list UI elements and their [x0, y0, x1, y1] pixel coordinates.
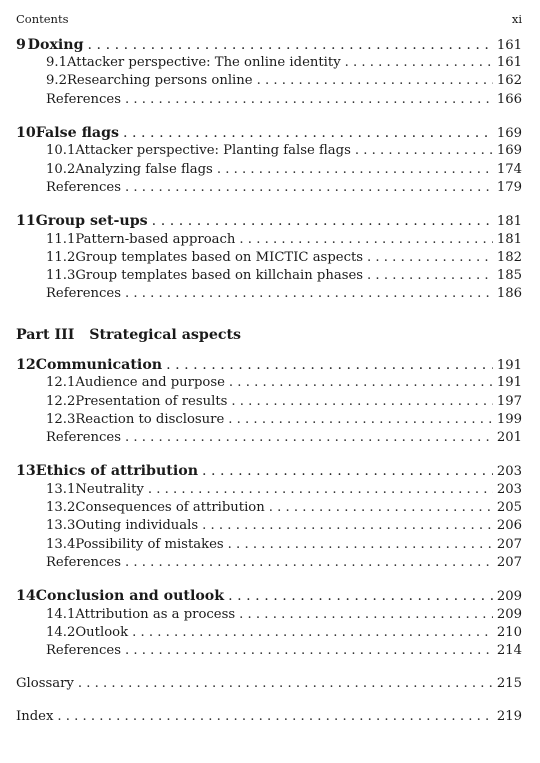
toc-entry-number: 9.1	[46, 55, 67, 70]
toc-backmatter-entry[interactable]	[0, 708, 522, 726]
toc-entry-title: References	[46, 555, 121, 570]
toc-section-entry[interactable]	[0, 481, 522, 499]
toc-entry-title: Presentation of results	[75, 394, 228, 409]
toc-entry-number: 10	[16, 125, 36, 141]
toc-entry-title: Conclusion and outlook	[35, 588, 225, 604]
toc-dot-leader	[202, 517, 493, 535]
toc-entry-page-number: 207	[496, 537, 522, 552]
toc-dot-leader	[217, 161, 493, 179]
toc-dot-leader	[228, 411, 493, 429]
toc-section-entry[interactable]	[0, 54, 522, 72]
toc-dot-leader	[152, 212, 493, 230]
toc-section-entry[interactable]	[0, 499, 522, 517]
toc-entry-page-number: 210	[496, 625, 522, 640]
part-title: Strategical aspects	[89, 327, 242, 343]
toc-entry-title: Ethics of attribution	[35, 463, 199, 479]
toc-entry-number: 12.3	[46, 412, 76, 427]
toc-entry-title: References	[46, 180, 121, 195]
toc-entry-title: Index	[16, 709, 54, 724]
toc-chapter-entry[interactable]	[0, 587, 522, 605]
toc-entry-title: Group set-ups	[35, 213, 148, 229]
toc-references-entry[interactable]	[0, 285, 522, 303]
toc-entry-number: 9.2	[46, 73, 67, 88]
toc-entry-title: Doxing	[27, 37, 84, 53]
toc-entry-page-number: 209	[496, 607, 522, 622]
toc-entry-page-number: 169	[496, 126, 522, 141]
toc-dot-leader	[125, 429, 493, 447]
toc-dot-leader	[239, 231, 492, 249]
toc-dot-leader	[229, 374, 493, 392]
toc-entry-number: 13.3	[46, 518, 76, 533]
toc-entry-page-number: 214	[496, 643, 522, 658]
toc-section-entry[interactable]	[0, 624, 522, 642]
toc-section-entry[interactable]	[0, 411, 522, 429]
toc-entry-page-number: 182	[496, 250, 522, 265]
toc-chapter-entry[interactable]	[0, 212, 522, 230]
toc-entry-number: 12	[16, 357, 36, 373]
toc-dot-leader	[57, 708, 492, 726]
toc-entry-page-number: 199	[496, 412, 522, 427]
toc-entry-number: 11.3	[46, 268, 76, 283]
toc-entry-page-number: 181	[496, 214, 522, 229]
toc-section-entry[interactable]	[0, 536, 522, 554]
toc-entry-number: 13.2	[46, 500, 76, 515]
toc-entry-number: 14.1	[46, 607, 76, 622]
toc-entry-number: 11.2	[46, 250, 76, 265]
toc-chapter-entry[interactable]	[0, 36, 522, 54]
toc-entry-page-number: 203	[496, 482, 522, 497]
toc-entry-page-number: 169	[496, 143, 522, 158]
toc-dot-leader	[345, 54, 493, 72]
toc-entry-number: 12.2	[46, 394, 76, 409]
toc-dot-leader	[228, 587, 493, 605]
toc-dot-leader	[125, 554, 493, 572]
toc-section-entry[interactable]	[0, 249, 522, 267]
toc-entry-title: Possibility of mistakes	[75, 537, 224, 552]
toc-entry-title: Attribution as a process	[75, 607, 236, 622]
toc-entry-number: 10.1	[46, 143, 76, 158]
toc-section-entry[interactable]	[0, 161, 522, 179]
part-label: Part III	[16, 327, 75, 343]
toc-dot-leader	[257, 72, 493, 90]
toc-entry-page-number: 161	[496, 55, 522, 70]
toc-entry-number: 13.4	[46, 537, 76, 552]
toc-dot-leader	[132, 624, 493, 642]
toc-references-entry[interactable]	[0, 429, 522, 447]
toc-entry-title: Communication	[35, 357, 163, 373]
toc-dot-leader	[78, 675, 493, 693]
toc-entry-page-number: 219	[496, 709, 522, 724]
toc-dot-leader	[148, 481, 493, 499]
toc-dot-leader	[123, 124, 493, 142]
toc-entry-title: Researching persons online	[66, 73, 253, 88]
toc-entry-title: Pattern-based approach	[75, 232, 236, 247]
toc-chapter-entry[interactable]	[0, 462, 522, 480]
toc-entry-page-number: 209	[496, 589, 522, 604]
toc-dot-leader	[355, 142, 493, 160]
toc-references-entry[interactable]	[0, 91, 522, 109]
toc-entry-page-number: 197	[496, 394, 522, 409]
toc-entry-number: 10.2	[46, 162, 76, 177]
toc-dot-leader	[125, 642, 493, 660]
toc-entry-title: References	[46, 286, 121, 301]
toc-entry-page-number: 166	[496, 92, 522, 107]
toc-section-entry[interactable]	[0, 142, 522, 160]
toc-entry-number: 9	[16, 37, 26, 53]
toc-entry-title: Outlook	[75, 625, 129, 640]
toc-entry-title: Neutrality	[75, 482, 144, 497]
running-header-title: Contents	[16, 12, 69, 26]
toc-entry-title: Reaction to disclosure	[75, 412, 225, 427]
toc-entry-page-number: 206	[496, 518, 522, 533]
toc-references-entry[interactable]	[0, 554, 522, 572]
toc-entry-page-number: 207	[496, 555, 522, 570]
toc-section-entry[interactable]	[0, 231, 522, 249]
running-header	[16, 12, 522, 26]
toc-section-entry[interactable]	[0, 374, 522, 392]
toc-dot-leader	[125, 179, 493, 197]
toc-entry-title: Attacker perspective: The online identity	[66, 55, 341, 70]
toc-entry-title: References	[46, 430, 121, 445]
toc-entry-title: Attacker perspective: Planting false flags	[75, 143, 351, 158]
toc-entry-page-number: 161	[496, 38, 522, 53]
toc-entry-page-number: 191	[496, 375, 522, 390]
toc-entry-page-number: 179	[496, 180, 522, 195]
toc-dot-leader	[367, 249, 493, 267]
toc-section-entry[interactable]	[0, 393, 522, 411]
toc-entry-title: Outing individuals	[75, 518, 199, 533]
toc-entry-title: References	[46, 92, 121, 107]
toc-entry-page-number: 185	[496, 268, 522, 283]
toc-entry-page-number: 205	[496, 500, 522, 515]
toc-entry-page-number: 191	[496, 358, 522, 373]
toc-entry-title: References	[46, 643, 121, 658]
toc-dot-leader	[125, 285, 493, 303]
toc-entry-number: 13.1	[46, 482, 76, 497]
toc-entry-page-number: 174	[496, 162, 522, 177]
toc-entry-page-number: 186	[496, 286, 522, 301]
toc-entry-title: Glossary	[16, 676, 74, 691]
toc-dot-leader	[228, 536, 493, 554]
toc-dot-leader	[269, 499, 493, 517]
toc-dot-leader	[367, 267, 493, 285]
toc-entry-number: 14.2	[46, 625, 76, 640]
part-heading	[16, 326, 241, 344]
toc-entry-title: Group templates based on killchain phases	[75, 268, 364, 283]
toc-dot-leader	[166, 356, 493, 374]
toc-entry-number: 14	[16, 588, 36, 604]
toc-entry-number: 13	[16, 463, 36, 479]
toc-dot-leader	[125, 91, 493, 109]
toc-entry-number: 12.1	[46, 375, 76, 390]
toc-chapter-entry[interactable]	[0, 124, 522, 142]
toc-entry-page-number: 201	[496, 430, 522, 445]
toc-entry-page-number: 215	[496, 676, 522, 691]
toc-entry-number: 11	[16, 213, 36, 229]
toc-section-entry[interactable]	[0, 72, 522, 90]
toc-entry-page-number: 181	[496, 232, 522, 247]
toc-entry-title: Analyzing false flags	[75, 162, 213, 177]
toc-backmatter-entry[interactable]	[0, 675, 522, 693]
running-header-page-number: xi	[511, 12, 522, 26]
toc-references-entry[interactable]	[0, 179, 522, 197]
toc-section-entry[interactable]	[0, 267, 522, 285]
toc-section-entry[interactable]	[0, 517, 522, 535]
toc-dot-leader	[202, 462, 493, 480]
toc-chapter-entry[interactable]	[0, 356, 522, 374]
toc-references-entry[interactable]	[0, 642, 522, 660]
toc-entry-page-number: 203	[496, 464, 522, 479]
toc-entry-title: Consequences of attribution	[75, 500, 265, 515]
toc-entry-title: Group templates based on MICTIC aspects	[75, 250, 364, 265]
toc-dot-leader	[231, 393, 492, 411]
toc-entry-page-number: 162	[496, 73, 522, 88]
toc-entry-number: 11.1	[46, 232, 76, 247]
toc-entry-title: Audience and purpose	[75, 375, 225, 390]
toc-entry-title: False flags	[35, 125, 119, 141]
toc-dot-leader	[88, 36, 493, 54]
toc-section-entry[interactable]	[0, 606, 522, 624]
toc-dot-leader	[239, 606, 493, 624]
